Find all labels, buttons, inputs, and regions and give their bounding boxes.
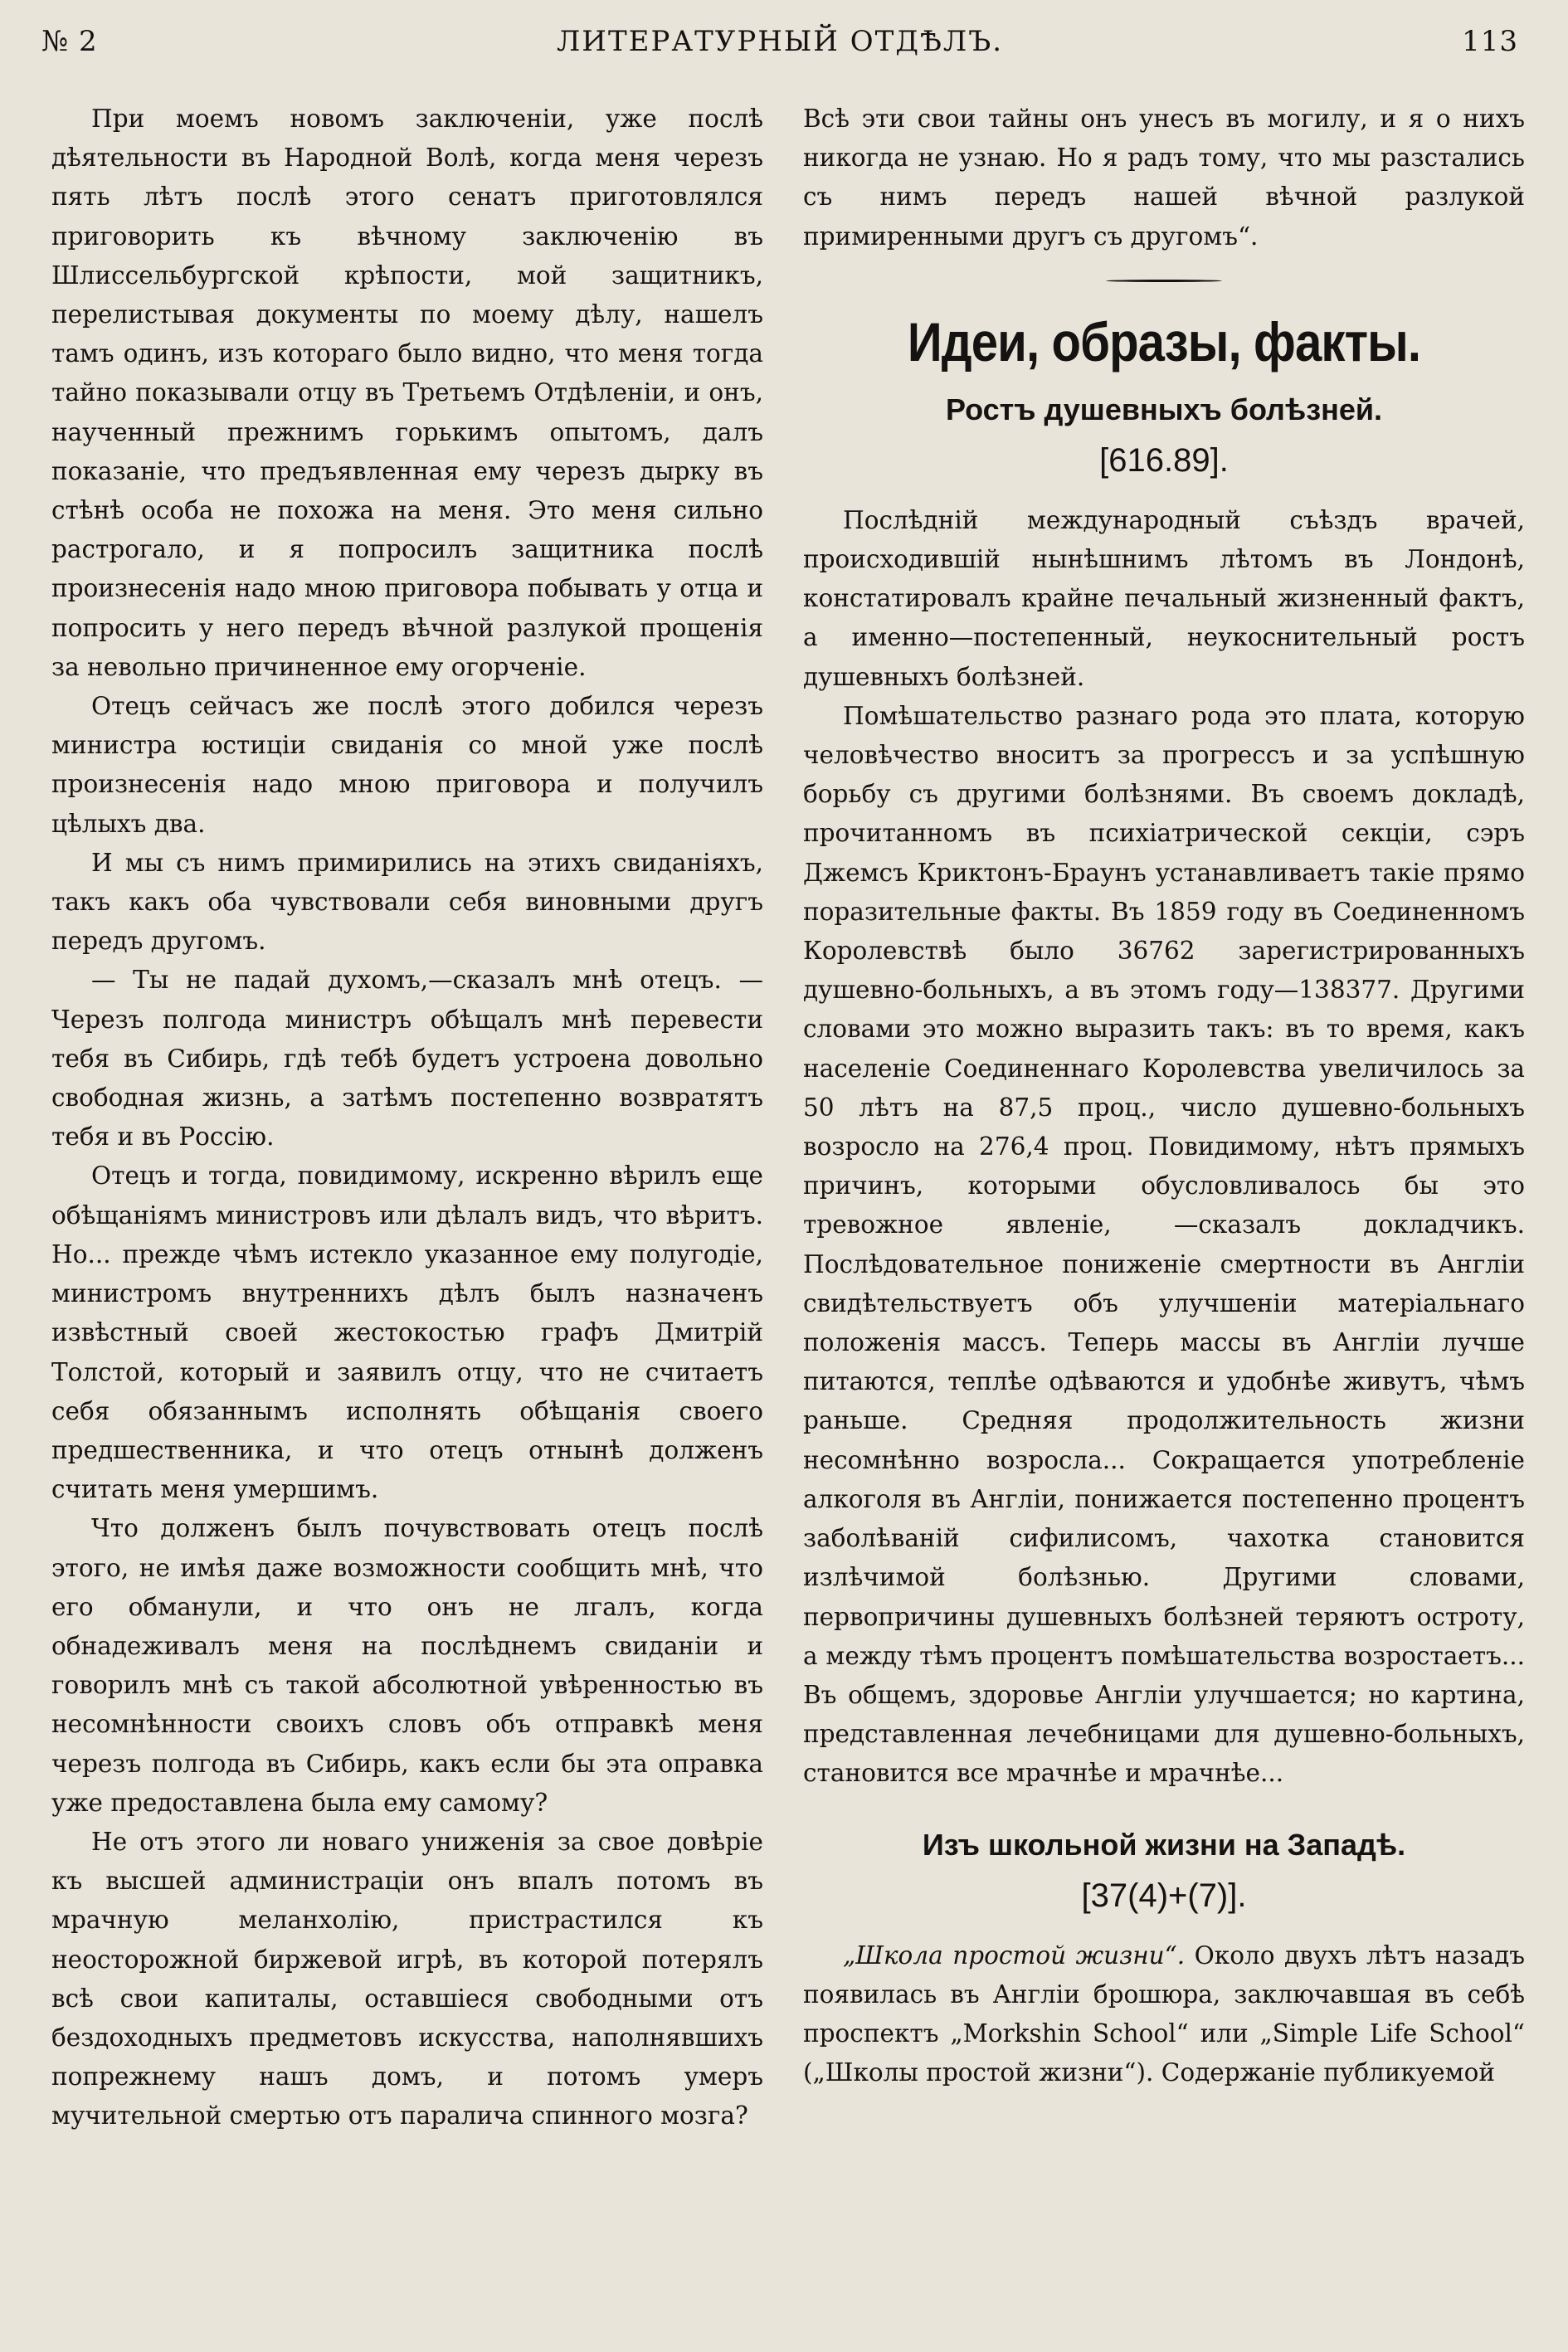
running-head <box>41 25 1518 66</box>
article-title: Ростъ душевныхъ болѣзней. <box>945 392 1383 426</box>
paragraph: Послѣдній международный съѣздъ врачей, происходившій нынѣшнимъ лѣтомъ въ Лондонѣ, констатировалъ крайне печальный жизненный фактъ, а именно—постепенный, неукоснительный ростъ душевныхъ болѣзней. <box>803 505 1525 691</box>
paragraph <box>803 1936 1525 2093</box>
section-title: Идеи, образы, факты. <box>907 310 1421 373</box>
paragraph: — Ты не падай духомъ,—сказалъ мнѣ отецъ. — Черезъ полгода министръ обѣщалъ мнѣ перевести тебя въ Сибирь, гдѣ тебѣ будетъ устроена довольно свободная жизнь, а затѣмъ постепенно возвратятъ тебя и въ Россію. <box>51 966 763 1152</box>
paragraph: Помѣшательство разнаго рода это плата, которую человѣчество вноситъ за прогрессъ и за успѣшную борьбу съ другими болѣзнями. Въ своемъ докладѣ, прочитанномъ въ психіатрической секціи, сэръ Джемсъ Криктонъ-Браунъ устанавливаетъ такіе прямо поразительные факты. Въ 1859 году въ Соединенномъ Королевствѣ было 36762 зарегистрированныхъ душевно-больныхъ, а въ этомъ году—138377. Другими словами это можно выразить такъ: въ то время, какъ населеніе Соединеннаго Королевства увеличилось за 50 лѣтъ на 87,5 проц., число душевно-больныхъ возросло на 276,4 проц. Повидимому, нѣтъ прямыхъ причинъ, которыми обусловливалось бы это тревожное явленіе, —сказалъ докладчикъ. Послѣдовательное пониженіе смертности въ Англіи свидѣтельствуетъ объ улучшеніи матеріальнаго положенія массъ. Теперь массы въ Англіи лучше питаются, теплѣе одѣваются и удобнѣе живутъ, чѣмъ раньше. Средняя продолжительность жизни несомнѣнно возросла... Сокращается употребленіе алкоголя въ Англіи, понижается постепенно процентъ заболѣваній сифилисомъ, чахотка становится излѣчимой болѣзнью. Другими словами, первопричины душевныхъ болѣзней теряютъ остроту, а между тѣмъ процентъ помѣшательства возростаетъ... Въ общемъ, здоровье Англіи улучшается; но картина, представленная лечебницами для душевно-больныхъ, становится все мрачнѣе и мрачнѣе... <box>803 701 1525 1788</box>
article-classification-code: [616.89]. <box>1099 441 1229 479</box>
page-number: 113 <box>1462 25 1518 58</box>
italic-lead: „Школа простой жизни“. <box>843 1941 1186 1970</box>
paragraph: Отецъ и тогда, повидимому, искренно вѣрилъ еще обѣщаніямъ министровъ или дѣлалъ видъ, что вѣритъ. Но... прежде чѣмъ истекло указанное ему полугодіе, министромъ внутреннихъ дѣлъ былъ назначенъ извѣстный своей жестокостью графъ Дмитрій Толстой, который и заявилъ отцу, что не считаетъ себя обязаннымъ исполнять обѣщанія своего предшественника, и что отецъ отнынѣ долженъ считать меня умершимъ. <box>51 1161 763 1504</box>
paragraph: Не отъ этого ли новаго униженія за свое довѣріе къ высшей администраціи онъ впалъ потомъ въ мрачную меланхолію, пристрастился къ неосторожной биржевой игрѣ, въ которой потерялъ всѣ свои капиталы, оставшіеся свободными отъ бездоходныхъ предметовъ искусства, наполнявшихъ попрежнему нашъ домъ, и потомъ умеръ мучительной смертью отъ паралича спинного мозга? <box>51 1827 763 2130</box>
ornamental-divider <box>1106 280 1222 282</box>
paragraph: Отецъ сейчасъ же послѣ этого добился черезъ министра юстиціи свиданія со мной уже послѣ произнесенія надо мною приговора и получилъ цѣлыхъ два. <box>51 692 763 838</box>
article-classification-code: [37(4)+(7)]. <box>1081 1877 1247 1914</box>
paragraph-text: Около двухъ лѣтъ назадъ появилась въ Англіи брошюра, заключавшая въ себѣ проспектъ „Morkshin School“ или „Simple Life School“ („Школы простой жизни“). Содержаніе публикуемой <box>803 1941 1526 2087</box>
article-title: Изъ школьной жизни на Западѣ. <box>922 1827 1406 1862</box>
paragraph: При моемъ новомъ заключеніи, уже послѣ дѣятельности въ Народной Волѣ, когда меня черезъ пять лѣтъ послѣ этого сенатъ приготовлялся приговорить къ вѣчному заключенію въ Шлиссельбургской крѣпости, мой защитникъ, перелистывая документы по моему дѣлу, нашелъ тамъ одинъ, изъ котораго было видно, что меня тогда тайно показывали отцу въ Третьемъ Отдѣленіи, и онъ, наученный прежнимъ горькимъ опытомъ, далъ показаніе, что предъявленная ему черезъ дырку въ стѣнѣ особа не похожа на меня. Это меня сильно растрогало, и я попросилъ защитника послѣ произнесенія надо мною приговора побывать у отца и попросить у него передъ вѣчной разлукой прощенія за невольно причиненное ему огорченіе. <box>51 105 763 681</box>
continuation-paragraph: Всѣ эти свои тайны онъ унесъ въ могилу, и я о нихъ никогда не узнаю. Но я радъ тому, что мы разстались съ нимъ передъ нашей вѣчной разлукой примиренными другъ съ другомъ“. <box>803 105 1525 251</box>
section-header-title: ЛИТЕРАТУРНЫЙ ОТДѢЛЪ. <box>556 25 1004 58</box>
paragraph: Что долженъ былъ почувствовать отецъ послѣ этого, не имѣя даже возможности сообщить мнѣ, что его обманули, и что онъ не лгалъ, когда обнадеживалъ меня на послѣднемъ свиданіи и говорилъ мнѣ съ такой абсолютной увѣренностью въ несомнѣнности своихъ словъ объ отправкѣ меня черезъ полгода въ Сибирь, какъ если бы эта оправка уже предоставлена была ему самому? <box>51 1514 763 1817</box>
paragraph: И мы съ нимъ примирились на этихъ свиданіяхъ, такъ какъ оба чувствовали себя виновными другъ передъ другомъ. <box>51 848 763 956</box>
issue-number: № 2 <box>41 25 98 58</box>
right-column <box>803 100 1525 2092</box>
left-column <box>51 100 763 2136</box>
